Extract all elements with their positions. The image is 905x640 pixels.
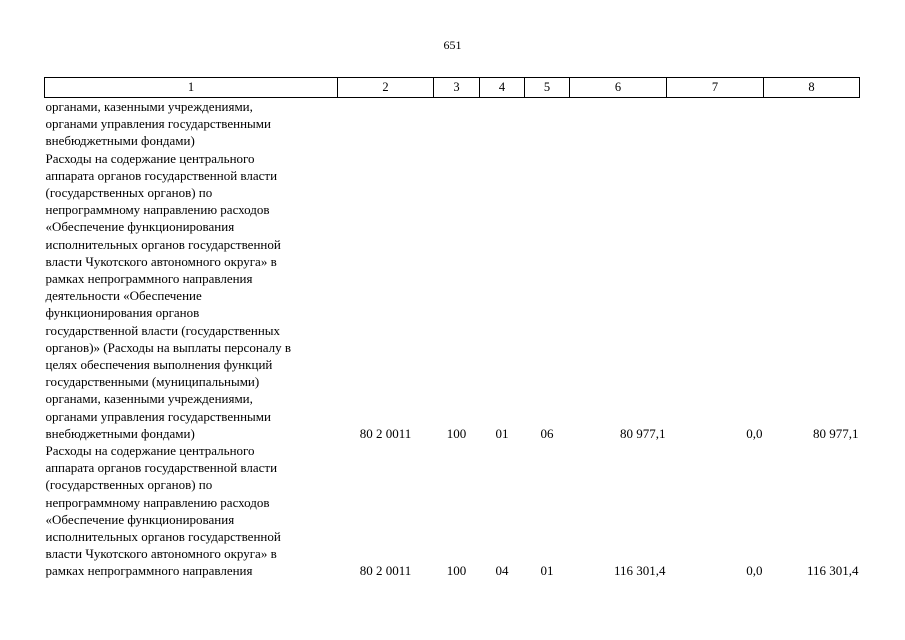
description-line: рамках непрограммного направления [45,271,253,287]
amount-column-6: 116 301,4 [613,563,666,579]
amount-column-7: 0,0 [746,425,763,441]
description-line: исполнительных органов государственной [45,236,281,252]
target-article-code: 80 2 0011 [359,425,412,441]
subsection-code: 01 [540,563,554,579]
table-row [45,150,860,442]
header-row [45,78,860,98]
amount-column-8: 116 301,4 [806,563,859,579]
subsection-code: 06 [540,425,554,441]
column-header-4: 4 [480,78,525,98]
description-line: государственной власти (государственных [45,322,281,338]
description-line: Расходы на содержание центрального [45,443,255,459]
section-code: 01 [495,425,509,441]
description-line: деятельности «Обеспечение [45,288,202,304]
expense-type-code [434,98,480,150]
description-line: внебюджетными фондами) [45,425,195,441]
description-line: (государственных органов) по [45,185,213,201]
description-line: непрограммному направлению расходов [45,202,270,218]
description-line: (государственных органов) по [45,477,213,493]
description-line: органами управления государственными [45,408,271,424]
target-article-code [338,98,434,150]
description-line: исполнительных органов государственной [45,529,281,545]
expense-type-code: 100 [446,563,467,579]
table-row [45,442,860,580]
amount-column-8: 80 977,1 [813,425,859,441]
column-header-7: 7 [667,78,764,98]
amount-column-6 [570,98,667,150]
description-line: «Обеспечение функционирования [45,219,235,235]
subsection-code [525,98,570,150]
description-line: Расходы на содержание центрального [45,150,255,166]
section-code: 04 [495,563,509,579]
description-line: государственными (муниципальными) [45,374,260,390]
amount-column-6: 80 977,1 [620,425,666,441]
description-line: органов)» (Расходы на выплаты персоналу в [45,339,292,355]
description-line: целях обеспечения выполнения функций [45,357,273,373]
description-line: аппарата органов государственной власти [45,460,278,476]
description-line: непрограммному направлению расходов [45,494,270,510]
description-line: «Обеспечение функционирования [45,511,235,527]
description-line: органами, казенными учреждениями, [45,99,253,114]
description-line: рамках непрограммного направления [45,563,253,579]
description-line: органами управления государственными [45,116,271,132]
expense-type-code: 100 [446,425,467,441]
column-header-1: 1 [45,78,338,98]
description-line: власти Чукотского автономного округа» в [45,546,277,562]
column-header-5: 5 [525,78,570,98]
column-header-8: 8 [764,78,860,98]
description-line: органами, казенными учреждениями, [45,391,253,407]
column-header-6: 6 [570,78,667,98]
amount-column-8 [764,98,860,150]
expense-description [45,442,338,580]
expense-description [45,150,338,442]
description-line: власти Чукотского автономного округа» в [45,253,277,269]
description-line: внебюджетными фондами) [45,133,195,149]
section-code [480,98,525,150]
column-header-2: 2 [338,78,434,98]
page-number: 651 [443,38,462,52]
column-header-3: 3 [434,78,480,98]
table-body [45,98,860,580]
description-line: функционирования органов [45,305,200,321]
amount-column-7: 0,0 [746,563,763,579]
description-line: аппарата органов государственной власти [45,167,278,183]
amount-column-7 [667,98,764,150]
target-article-code: 80 2 0011 [359,563,412,579]
table-row [45,98,860,150]
expense-description [45,98,338,150]
budget-table [44,77,860,580]
